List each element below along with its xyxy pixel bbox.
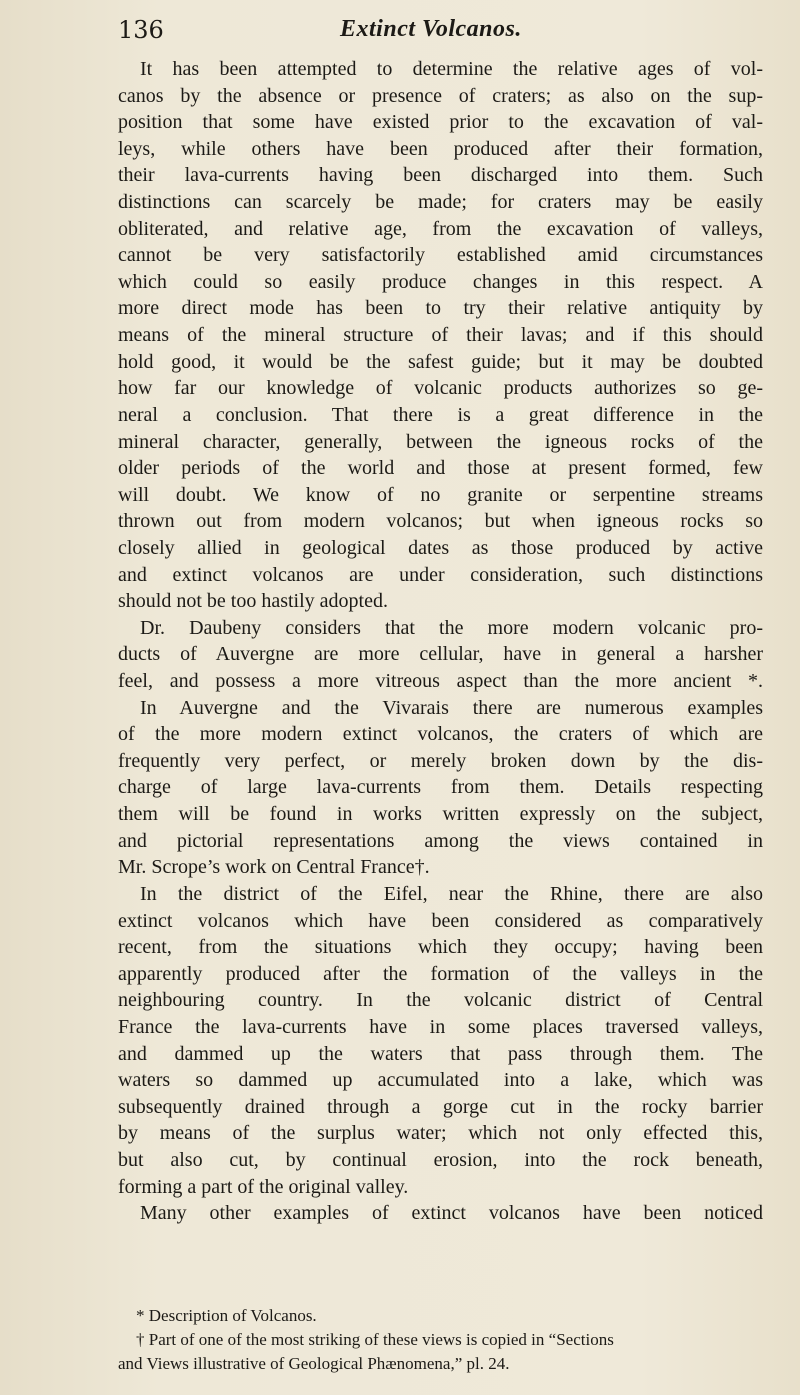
text-line: leys, while others have been produced after their formation, bbox=[118, 137, 763, 160]
text-line: them will be found in works written expressly on the subject, bbox=[118, 803, 763, 826]
text-line: In the district of the Eifel, near the Rhine, there are also bbox=[140, 882, 763, 905]
text-line: extinct volcanos which have been considered as comparatively bbox=[118, 909, 763, 932]
text-line: cannot be very satisfactorily established amid circumstances bbox=[118, 244, 763, 267]
text-line: It has been attempted to determine the relative ages of vol- bbox=[140, 58, 763, 80]
text-line: neighbouring country. In the volcanic district of Central bbox=[118, 989, 763, 1012]
text-line: obliterated, and relative age, from the excavation of valleys, bbox=[118, 217, 763, 240]
body-text bbox=[118, 56, 763, 1227]
text-line: but also cut, by continual erosion, into the rock beneath, bbox=[118, 1148, 763, 1171]
text-line: and dammed up the waters that pass through them. The bbox=[118, 1042, 763, 1065]
text-line: Many other examples of extinct volcanos have been noticed bbox=[140, 1202, 763, 1225]
running-title: Extinct Volcanos. bbox=[340, 16, 522, 42]
page-number: 136 bbox=[118, 16, 164, 44]
text-line: how far our knowledge of volcanic products authorizes so ge- bbox=[118, 377, 763, 400]
footnotes bbox=[118, 1304, 763, 1376]
text-line: more direct mode has been to try their relative antiquity by bbox=[118, 297, 763, 320]
text-line: France the lava-currents have in some places traversed valleys, bbox=[118, 1015, 763, 1038]
text-line: distinctions can scarcely be made; for craters may be easily bbox=[118, 191, 763, 214]
text-line: hold good, it would be the safest guide; but it may be doubted bbox=[118, 350, 763, 373]
footnote-line: * Description of Volcanos. bbox=[136, 1306, 317, 1325]
text-line: canos by the absence or presence of craters; as also on the sup- bbox=[118, 84, 763, 107]
text-line: their lava-currents having been discharged into them. Such bbox=[118, 164, 763, 187]
text-line: by means of the surplus water; which not only effected this, bbox=[118, 1122, 763, 1145]
text-line: In Auvergne and the Vivarais there are numerous examples bbox=[140, 696, 763, 719]
footnote-line: and Views illustrative of Geological Phænomena,” pl. 24. bbox=[118, 1354, 510, 1373]
text-line: position that some have existed prior to the excavation of val- bbox=[118, 111, 763, 134]
text-line: will doubt. We know of no granite or serpentine streams bbox=[118, 483, 763, 506]
text-line: recent, from the situations which they occupy; having been bbox=[118, 936, 763, 959]
text-line: subsequently drained through a gorge cut in the rocky barrier bbox=[118, 1095, 763, 1118]
text-line: Mr. Scrope’s work on Central France†. bbox=[118, 856, 430, 879]
text-line: charge of large lava-currents from them. Details respecting bbox=[118, 776, 763, 799]
footnote-line: † Part of one of the most striking of these views is copied in “Sections bbox=[136, 1330, 614, 1349]
text-line: of the more modern extinct volcanos, the craters of which are bbox=[118, 723, 763, 746]
text-line: closely allied in geological dates as those produced by active bbox=[118, 536, 763, 559]
text-line: which could so easily produce changes in this respect. A bbox=[118, 270, 763, 293]
page-header bbox=[118, 16, 758, 50]
text-line: and pictorial representations among the views contained in bbox=[118, 829, 763, 852]
text-line: neral a conclusion. That there is a great difference in the bbox=[118, 403, 763, 426]
text-line: waters so dammed up accumulated into a lake, which was bbox=[118, 1069, 763, 1092]
text-line: Dr. Daubeny considers that the more modern volcanic pro- bbox=[140, 616, 763, 639]
text-line: older periods of the world and those at present formed, few bbox=[118, 457, 763, 480]
text-line: frequently very perfect, or merely broken down by the dis- bbox=[118, 749, 763, 772]
text-line: forming a part of the original valley. bbox=[118, 1175, 409, 1198]
text-line: feel, and possess a more vitreous aspect than the more ancient *. bbox=[118, 670, 763, 693]
text-line: means of the mineral structure of their lavas; and if this should bbox=[118, 324, 763, 347]
text-line: mineral character, generally, between the igneous rocks of the bbox=[118, 430, 763, 453]
text-line: should not be too hastily adopted. bbox=[118, 590, 388, 613]
text-line: and extinct volcanos are under consideration, such distinctions bbox=[118, 563, 763, 586]
text-line: apparently produced after the formation of the valleys in the bbox=[118, 962, 763, 985]
text-line: thrown out from modern volcanos; but when igneous rocks so bbox=[118, 510, 763, 533]
text-line: ducts of Auvergne are more cellular, have in general a harsher bbox=[118, 643, 763, 666]
